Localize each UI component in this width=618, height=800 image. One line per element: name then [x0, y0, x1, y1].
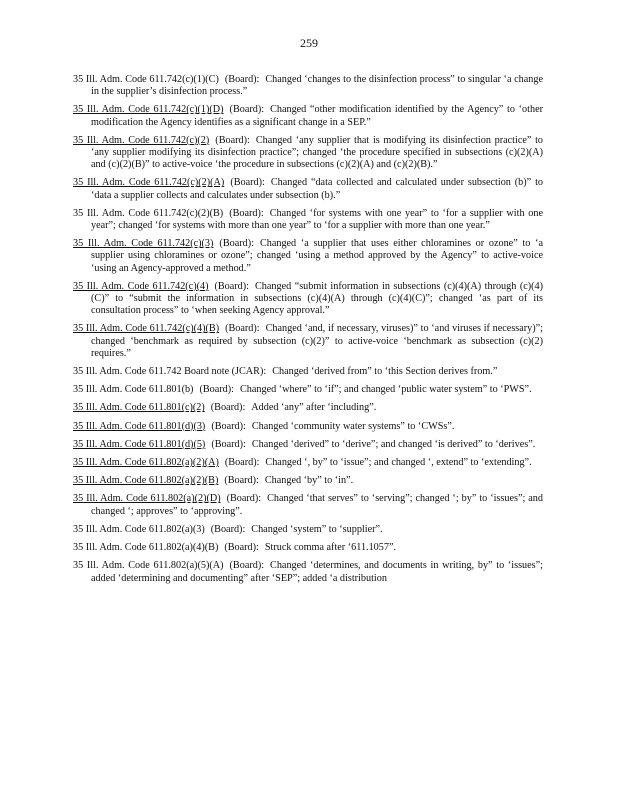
change-description: Changed ‘by” to ‘in”.	[264, 475, 354, 487]
citation: 35 Ill. Adm. Code 611.742(c)(1)(C)	[73, 74, 219, 85]
amendment-entry	[73, 238, 543, 275]
change-description: Changed “submit information in subsections (c)(4)(A) through (c)(4)(C)” to “submit the information in subsections (c)(4)(A) through (c)(4)(C)”; changed ‘as part of its consultation process” to ‘when seeking Agency approval.”	[91, 280, 544, 317]
amended-by: (Board):	[211, 438, 246, 450]
amended-by: (Board):	[214, 280, 249, 292]
change-description: Changed ‘determines, and documents in writing, by” to ‘issues”; added ‘determining and documenting” after ‘SEP”; added ‘a distribution	[91, 560, 543, 584]
amended-by: (Board):	[225, 323, 260, 335]
change-description: Changed ‘and, if necessary, viruses)” to ‘and viruses if necessary)”; changed ‘benchmark as required by subsection (c)(2)” to active-voice ‘benchmark as subsection (c)(2) requires.”	[91, 323, 543, 359]
amendment-entry	[73, 74, 543, 98]
citation: 35 Ill. Adm. Code 611.742(c)(4)	[73, 280, 209, 292]
amendment-entry	[73, 421, 543, 433]
amended-by: (Board):	[229, 104, 265, 116]
amended-by: (Board):	[219, 238, 254, 250]
citation: 35 Ill. Adm. Code 611.802(a)(3)	[73, 523, 205, 535]
amended-by: (Board):	[199, 384, 234, 396]
amended-by: (Board):	[210, 523, 246, 535]
amendment-entry	[73, 457, 543, 469]
amendment-entry	[73, 542, 543, 554]
amendment-entry	[73, 104, 543, 128]
amended-by: (Board):	[224, 74, 260, 85]
change-description: Changed ‘a supplier that uses either chloramines or ozone” to ‘a supplier using chloramines or ozone”; changed ‘using a method approved by the Agency” to active-voice ‘using an Agency-approved a method.”	[91, 238, 543, 274]
change-description: Changed ‘any supplier that is modifying its disinfection practice” to ‘any supplier modifying its disinfection practice”; changed ‘the procedure specified in subsections (c)(2)(A) and (c)(2)(B)” to active-voice ‘the procedure in subsections (c)(2)(A) and (c)(2)(B).”	[91, 134, 543, 171]
amendment-entry	[73, 475, 543, 487]
change-description: Changed ‘that serves” to ‘serving”; changed ‘; by” to ‘issues”; and changed ‘; approves” to ‘approving”.	[91, 493, 543, 517]
amended-by: (Board):	[226, 493, 262, 505]
amendment-entry	[73, 402, 543, 414]
amended-by: (Board):	[229, 207, 264, 219]
citation: 35 Ill. Adm. Code 611.742 Board note (JCAR):	[73, 366, 267, 378]
amended-by: (Board):	[230, 177, 265, 189]
amended-by: (Board):	[224, 457, 260, 469]
change-description: Changed ‘where” to ‘if”; and changed ‘public water system” to ‘PWS”.	[239, 384, 532, 396]
citation: 35 Ill. Adm. Code 611.802(a)(5)(A)	[73, 560, 224, 572]
amended-by: (Board):	[229, 560, 265, 572]
amendment-entry	[73, 135, 543, 172]
citation: 35 Ill. Adm. Code 611.801(b)	[73, 384, 194, 396]
amendment-entry	[73, 439, 543, 451]
citation: 35 Ill. Adm. Code 611.742(c)(4)(B)	[73, 323, 220, 335]
amendment-entry	[73, 493, 543, 517]
amendment-entry	[73, 384, 543, 396]
amendment-entry	[73, 560, 543, 584]
change-description: Changed ‘derived from” to ‘this Section derives from.”	[272, 366, 498, 378]
citation: 35 Ill. Adm. Code 611.742(c)(3)	[73, 238, 214, 250]
amendment-entry	[73, 281, 543, 318]
citation: 35 Ill. Adm. Code 611.801(d)(3)	[73, 420, 206, 432]
change-description: Changed ‘for systems with one year” to ‘for a supplier with one year”; changed ‘for systems with more than one year” to ‘for a supplier with more than one year.”	[91, 207, 544, 232]
change-description: Changed ‘changes to the disinfection process” to singular ‘a change in the supplier’s disinfection process.”	[91, 74, 543, 98]
citation: 35 Ill. Adm. Code 611.742(c)(2)(A)	[73, 177, 225, 189]
amendment-entry	[73, 177, 543, 201]
change-description: Changed ‘, by” to ‘issue”; and changed ‘, extend” to ‘extending”.	[265, 457, 532, 469]
citation: 35 Ill. Adm. Code 611.802(a)(2)(A)	[73, 457, 219, 469]
amendment-list	[73, 74, 543, 591]
amendment-entry	[73, 323, 543, 360]
change-description: Added ‘any” after ‘including”.	[251, 402, 377, 414]
citation: 35 Ill. Adm. Code 611.742(c)(1)(D)	[73, 104, 224, 116]
citation: 35 Ill. Adm. Code 611.742(c)(2)	[73, 134, 210, 146]
change-description: Changed ‘system” to ‘supplier”.	[251, 523, 383, 535]
amendment-entry	[73, 524, 543, 536]
amended-by: (Board):	[210, 402, 246, 414]
citation: 35 Ill. Adm. Code 611.801(d)(5)	[73, 438, 206, 450]
citation: 35 Ill. Adm. Code 611.802(a)(2)(D)	[73, 493, 221, 505]
change-description: Changed ‘derived” to ‘derive”; and changed ‘is derived” to ‘derives”.	[251, 438, 536, 450]
amended-by: (Board):	[211, 420, 246, 432]
page-number: 259	[300, 36, 318, 50]
citation: 35 Ill. Adm. Code 611.801(c)(2)	[73, 402, 205, 414]
citation: 35 Ill. Adm. Code 611.802(a)(4)(B)	[73, 542, 219, 554]
amended-by: (Board):	[224, 475, 259, 487]
change-description: Changed ‘community water systems” to ‘CWSs”.	[251, 420, 455, 432]
amended-by: (Board):	[224, 542, 259, 554]
amended-by: (Board):	[215, 134, 250, 146]
change-description: Struck comma after ‘611.1057”.	[264, 542, 397, 554]
amendment-entry	[73, 208, 543, 232]
change-description: Changed “other modification identified by the Agency” to ‘other modification the Agency identifies as a significant change in a SEP.”	[91, 104, 543, 128]
citation: 35 Ill. Adm. Code 611.802(a)(2)(B)	[73, 475, 219, 487]
amendment-entry	[73, 366, 543, 378]
change-description: Changed “data collected and calculated under subsection (b)” to ‘data a supplier collects and calculates under subsection (b).”	[91, 177, 543, 201]
citation: 35 Ill. Adm. Code 611.742(c)(2)(B)	[73, 207, 224, 219]
